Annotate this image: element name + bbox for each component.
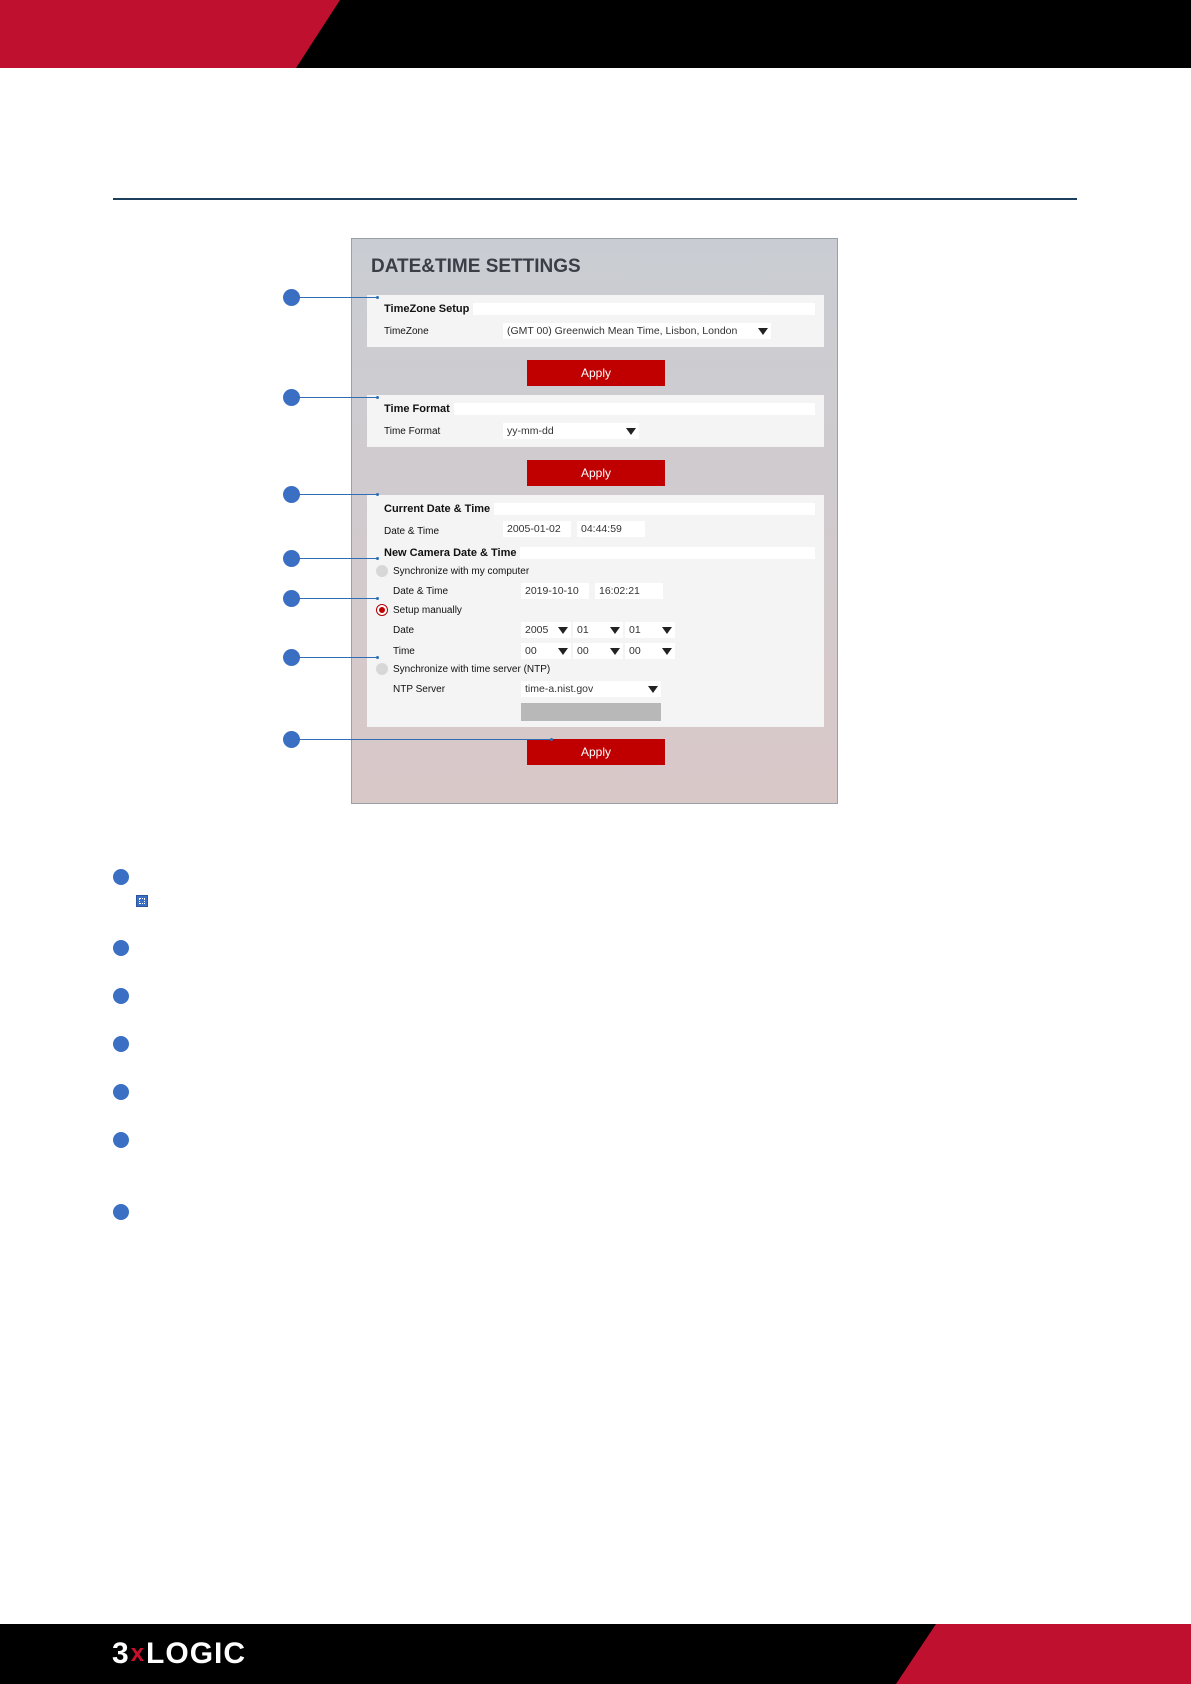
ntp-server-label: NTP Server — [393, 684, 446, 695]
time-hour-value: 00 — [525, 645, 537, 657]
time-second-select[interactable] — [625, 643, 675, 659]
chevron-down-icon — [662, 648, 672, 655]
apply-button-time-format[interactable]: Apply — [527, 460, 665, 486]
chevron-down-icon — [662, 627, 672, 634]
apply-button-date-time[interactable]: Apply — [527, 739, 665, 765]
panel-title: DATE&TIME SETTINGS — [371, 256, 581, 277]
timezone-label: TimeZone — [384, 326, 429, 337]
time-minute-select[interactable] — [573, 643, 623, 659]
callout-line — [298, 739, 552, 740]
date-month-value: 01 — [577, 624, 589, 636]
callout-line — [298, 397, 378, 398]
chevron-down-icon — [626, 428, 636, 435]
current-date-field: 2005-01-02 — [503, 521, 571, 537]
legend-marker-7 — [113, 1204, 129, 1220]
sync-computer-label: Synchronize with my computer — [393, 566, 530, 577]
note-icon — [136, 895, 148, 907]
callout-line — [298, 598, 378, 599]
time-second-value: 00 — [629, 645, 641, 657]
ntp-sync-label: Synchronize with time server (NTP) — [393, 664, 551, 675]
legend-marker-2 — [113, 940, 129, 956]
ntp-action-button[interactable] — [521, 703, 661, 721]
manual-time-label: Time — [393, 646, 415, 657]
callout-endpoint — [376, 396, 379, 399]
time-hour-select[interactable] — [521, 643, 571, 659]
timezone-select[interactable] — [503, 323, 771, 339]
date-time-section — [367, 495, 824, 727]
setup-manually-radio[interactable] — [376, 604, 388, 616]
date-day-select[interactable] — [625, 622, 675, 638]
brand-logo — [112, 1638, 246, 1670]
callout-line — [298, 494, 378, 495]
callout-endpoint — [376, 493, 379, 496]
time-format-select[interactable] — [503, 423, 639, 439]
logo-part: LOGIC — [146, 1637, 247, 1670]
legend-marker-1 — [113, 869, 129, 885]
date-month-select[interactable] — [573, 622, 623, 638]
logo-part: 3 — [112, 1637, 130, 1670]
time-format-label: Time Format — [384, 426, 441, 437]
manual-date-label: Date — [393, 625, 415, 636]
logo-part-x: x — [130, 1640, 146, 1667]
timezone-select-value: (GMT 00) Greenwich Mean Time, Lisbon, London — [507, 325, 738, 337]
apply-button-timezone[interactable]: Apply — [527, 360, 665, 386]
timezone-setup-section — [367, 295, 824, 347]
current-date-time-heading: Current Date & Time — [384, 503, 815, 515]
callout-endpoint — [376, 597, 379, 600]
current-time-field: 04:44:59 — [577, 521, 645, 537]
chevron-down-icon — [558, 648, 568, 655]
setup-manually-label: Setup manually — [393, 605, 462, 616]
computer-time-field: 16:02:21 — [595, 583, 663, 599]
computer-date-time-label: Date & Time — [393, 586, 449, 597]
sync-computer-radio[interactable] — [376, 565, 388, 577]
legend-marker-3 — [113, 988, 129, 1004]
legend-marker-4 — [113, 1036, 129, 1052]
time-minute-value: 00 — [577, 645, 589, 657]
chevron-down-icon — [610, 627, 620, 634]
computer-date-field: 2019-10-10 — [521, 583, 589, 599]
header-graphic — [0, 0, 1191, 68]
ntp-sync-radio[interactable] — [376, 663, 388, 675]
date-time-settings-panel — [351, 238, 838, 804]
current-date-time-label: Date & Time — [384, 526, 440, 537]
callout-endpoint — [376, 296, 379, 299]
page-header-band — [0, 0, 1191, 68]
chevron-down-icon — [758, 328, 768, 335]
ntp-server-value: time-a.nist.gov — [525, 683, 594, 695]
time-format-select-value: yy-mm-dd — [507, 425, 554, 437]
time-format-section — [367, 395, 824, 447]
section-rule — [113, 198, 1077, 200]
callout-endpoint — [376, 557, 379, 560]
chevron-down-icon — [558, 627, 568, 634]
chevron-down-icon — [610, 648, 620, 655]
chevron-down-icon — [648, 686, 658, 693]
date-year-value: 2005 — [525, 624, 549, 636]
new-date-time-heading: New Camera Date & Time — [384, 547, 815, 559]
callout-line — [298, 657, 378, 658]
date-year-select[interactable] — [521, 622, 571, 638]
legend-marker-5 — [113, 1084, 129, 1100]
time-format-heading: Time Format — [384, 403, 815, 415]
callout-line — [298, 297, 378, 298]
ntp-server-select[interactable] — [521, 681, 661, 697]
callout-endpoint — [550, 738, 553, 741]
callout-line — [298, 558, 378, 559]
date-day-value: 01 — [629, 624, 641, 636]
timezone-setup-heading: TimeZone Setup — [384, 303, 815, 315]
callout-endpoint — [376, 656, 379, 659]
legend-marker-6 — [113, 1132, 129, 1148]
page-footer-band — [0, 1624, 1191, 1684]
